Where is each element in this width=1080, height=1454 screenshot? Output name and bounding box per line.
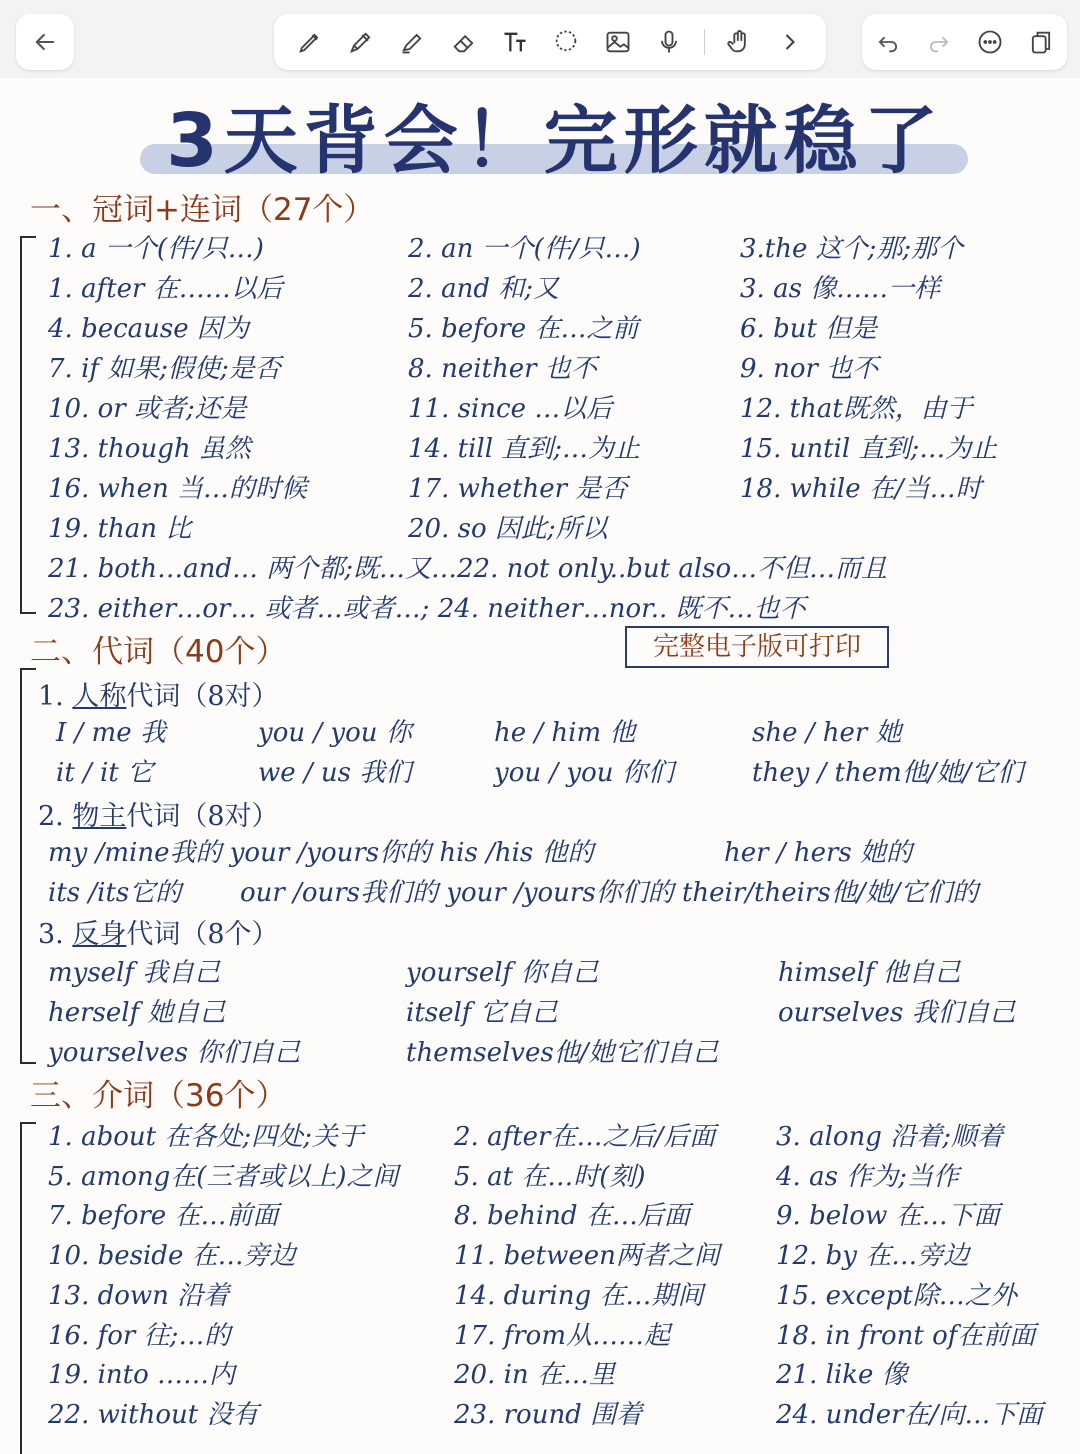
right-controls: [862, 14, 1067, 70]
preposition-item: 17. from从……起: [454, 1320, 670, 1351]
preposition-item: 19. into ……内: [48, 1360, 236, 1391]
reflexive-pronoun-item: itself 它自己: [406, 998, 558, 1028]
preposition-item: 5. at 在…时(刻): [454, 1161, 646, 1192]
more-icon[interactable]: [973, 25, 1007, 59]
conj-item: 13. though 虽然: [48, 434, 251, 464]
conj-item: 17. whether 是否: [408, 474, 628, 504]
conj-item: 2. an 一个(件/只…): [408, 234, 641, 264]
reflexive-pronoun-item: yourself 你自己: [406, 958, 599, 988]
conj-item: 19. than 比: [48, 514, 192, 544]
conj-item: 12. that既然，由于: [740, 394, 973, 424]
preposition-item: 16. for 往;…的: [48, 1320, 231, 1351]
conj-item: 3. as 像……一样: [740, 274, 941, 304]
personal-pronoun-item: you / you 你们: [494, 758, 674, 788]
conj-item: 2. and 和;又: [408, 274, 559, 304]
preposition-item: 4. as 作为;当作: [776, 1161, 959, 1192]
redo-icon[interactable]: [922, 25, 956, 59]
conj-item: 18. while 在/当…时: [740, 474, 982, 504]
conj-item: 20. so 因此;所以: [408, 514, 608, 544]
preposition-item: 20. in 在…里: [454, 1360, 615, 1391]
preposition-item: 1. about 在各处;四处;关于: [48, 1122, 364, 1152]
preposition-item: 10. beside 在…旁边: [48, 1241, 296, 1272]
preposition-item: 5. among在(三者或以上)之间: [48, 1161, 399, 1192]
microphone-icon[interactable]: [652, 25, 686, 59]
conj-item: 7. if 如果;假使;是否: [48, 354, 281, 384]
preposition-item: 24. under在/向…下面: [776, 1399, 1043, 1430]
personal-pronoun-item: they / them他/她/它们: [752, 758, 1024, 788]
reflexive-pronoun-item: herself 她自己: [48, 998, 226, 1028]
preposition-item: 12. by 在…旁边: [776, 1241, 970, 1272]
tool-palette: [274, 14, 826, 70]
lasso-icon[interactable]: [549, 25, 583, 59]
conj-item: 8. neither 也不: [408, 354, 597, 384]
printable-version-badge: 完整电子版可打印: [625, 626, 889, 668]
subheading-underlined: 物主: [72, 801, 127, 832]
conj-item: 11. since …以后: [408, 394, 613, 424]
page-title: 3天背会！完形就稳了: [166, 98, 944, 184]
personal-pronoun-item: she / her 她: [752, 718, 902, 748]
preposition-item: 7. before 在…前面: [48, 1201, 279, 1232]
subheading-number: 2.: [38, 801, 64, 832]
conj-line-23-24: 23. either…or… 或者…或者…; 24. neither…nor.. 既不…也不: [48, 594, 806, 624]
preposition-item: 22. without 没有: [48, 1399, 259, 1430]
personal-pronoun-item: we / us 我们: [258, 758, 412, 788]
section-heading-pronouns: 二、代词（40个）: [30, 634, 287, 670]
reflexive-pronoun-item: himself 他自己: [778, 958, 961, 988]
reflexive-pronoun-item: myself 我自己: [48, 958, 221, 988]
highlighter-icon[interactable]: [395, 25, 429, 59]
possessive-line-1a: my /mine我的 your /yours你的 his /his 他的: [48, 838, 594, 868]
subheading-number: 3.: [38, 919, 64, 950]
subheading-personal-pronouns: [38, 674, 279, 713]
preposition-item: 3. along 沿着;顺着: [776, 1122, 1003, 1152]
bracket-section-3: [20, 1122, 36, 1454]
preposition-item: 18. in front of在前面: [776, 1320, 1036, 1351]
conj-item: 15. until 直到;…为止: [740, 434, 998, 464]
possessive-line-2b: our /ours我们的 your /yours你们的 their/theirs他/她/它们的: [240, 878, 979, 908]
title-block: [140, 78, 970, 184]
personal-pronoun-item: I / me 我: [56, 718, 166, 748]
back-button[interactable]: [16, 14, 74, 70]
subheading-underlined: 人称: [72, 681, 127, 712]
conj-item: 9. nor 也不: [740, 354, 879, 384]
hand-gesture-icon[interactable]: [722, 25, 756, 59]
possessive-line-2a: its /its它的: [48, 878, 182, 908]
top-toolbar: [0, 0, 1080, 78]
text-tool-icon[interactable]: [498, 25, 532, 59]
preposition-item: 9. below 在…下面: [776, 1201, 1000, 1232]
subheading-rest: 代词（8对）: [126, 681, 279, 712]
subheading-underlined: 反身: [72, 919, 127, 950]
back-arrow-icon: [28, 25, 62, 59]
conj-line-21-22: 21. both…and… 两个都;既…又…22. not only..but also…不但…而且: [48, 554, 888, 584]
conj-item: 14. till 直到;…为止: [408, 434, 641, 464]
reflexive-pronoun-item: ourselves 我们自己: [778, 998, 1016, 1028]
preposition-item: 11. between两者之间: [454, 1241, 720, 1272]
bracket-section-1: [20, 236, 36, 614]
eraser-icon[interactable]: [447, 25, 481, 59]
preposition-item: 21. like 像: [776, 1360, 908, 1391]
subheading-rest: 代词（8对）: [126, 801, 279, 832]
conj-item: 10. or 或者;还是: [48, 394, 247, 424]
conj-item: 1. a 一个(件/只…): [48, 234, 264, 264]
personal-pronoun-item: you / you 你: [258, 718, 412, 748]
preposition-item: 13. down 沿着: [48, 1280, 230, 1311]
subheading-rest: 代词（8个）: [126, 919, 279, 950]
reflexive-pronoun-item: themselves他/她它们自己: [406, 1038, 719, 1068]
conj-item: 4. because 因为: [48, 314, 249, 344]
conj-item: 16. when 当…的时候: [48, 474, 308, 504]
preposition-item: 15. except除…之外: [776, 1280, 1017, 1311]
undo-icon[interactable]: [871, 25, 905, 59]
conj-item: 1. after 在……以后: [48, 274, 283, 304]
subheading-possessive-pronouns: [38, 794, 279, 833]
section-heading-prepositions: 三、介词（36个）: [30, 1078, 287, 1114]
toolbar-divider: [704, 29, 705, 55]
subheading-reflexive-pronouns: [38, 912, 279, 951]
pen-icon[interactable]: [293, 25, 327, 59]
preposition-item: 23. round 围着: [454, 1399, 643, 1430]
section-heading-articles-conjunctions: 一、冠词+连词（27个）: [30, 192, 375, 228]
conj-item: 5. before 在…之前: [408, 314, 639, 344]
preposition-item: 14. during 在…期间: [454, 1280, 704, 1311]
pencil-icon[interactable]: [344, 25, 378, 59]
preposition-item: 8. behind 在…后面: [454, 1201, 690, 1232]
conj-item: 3.the 这个;那;那个: [740, 234, 964, 264]
personal-pronoun-item: he / him 他: [494, 718, 636, 748]
reflexive-pronoun-item: yourselves 你们自己: [48, 1038, 301, 1068]
image-icon[interactable]: [601, 25, 635, 59]
chevron-right-icon[interactable]: [773, 25, 807, 59]
conj-item: 6. but 但是: [740, 314, 878, 344]
preposition-item: 2. after在…之后/后面: [454, 1122, 716, 1152]
subheading-number: 1.: [38, 681, 64, 712]
possessive-line-1b: her / hers 她的: [724, 838, 913, 868]
personal-pronoun-item: it / it 它: [56, 758, 154, 788]
pages-icon[interactable]: [1024, 25, 1058, 59]
bracket-section-2: [20, 668, 36, 1064]
